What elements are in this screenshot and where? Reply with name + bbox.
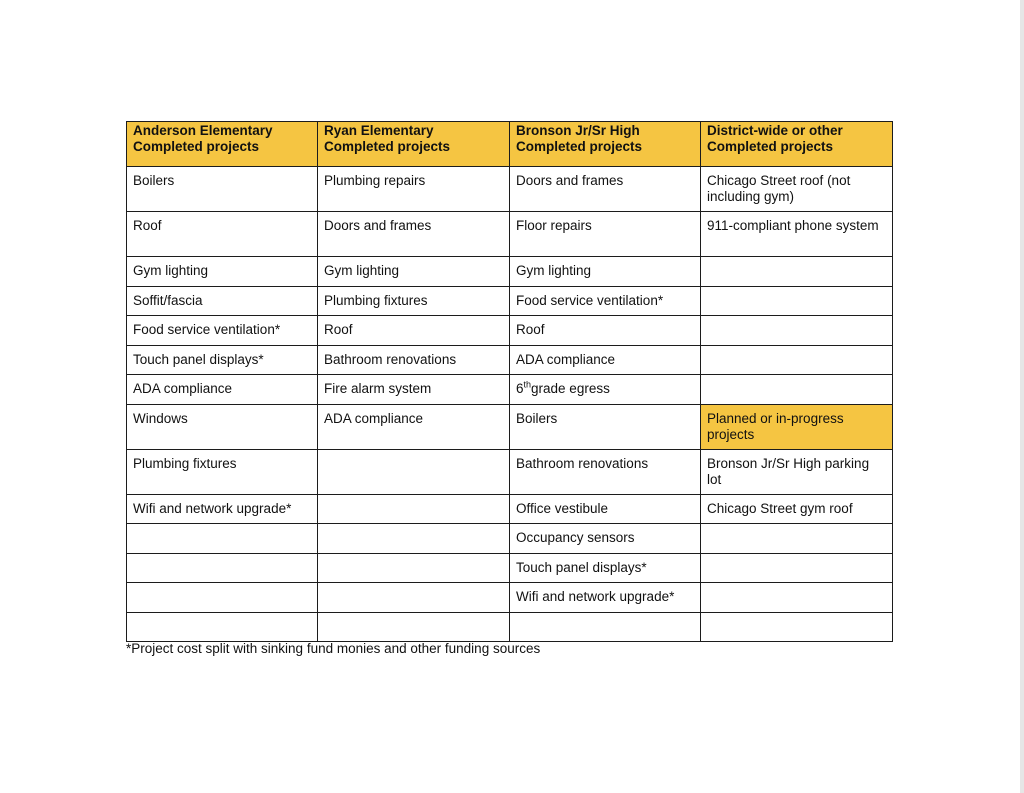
table-cell: Soffit/fascia (127, 286, 318, 316)
table-cell: Bronson Jr/Sr High parking lot (701, 449, 893, 494)
table-cell (701, 612, 893, 642)
table-cell: Wifi and network upgrade* (510, 583, 701, 613)
table-row (127, 583, 893, 613)
table-cell: Windows (127, 404, 318, 449)
table-cell: Gym lighting (510, 257, 701, 287)
header-anderson: Anderson Elementary Completed projects (127, 122, 318, 167)
table-cell (127, 524, 318, 554)
table-cell: Office vestibule (510, 494, 701, 524)
table-cell (318, 524, 510, 554)
table-row (127, 494, 893, 524)
table-cell (701, 583, 893, 613)
table-row (127, 167, 893, 212)
table-cell: ADA compliance (510, 345, 701, 375)
table-cell: Gym lighting (127, 257, 318, 287)
table-cell: Chicago Street gym roof (701, 494, 893, 524)
table-cell (701, 286, 893, 316)
table-cell: Roof (510, 316, 701, 346)
table-cell: Floor repairs (510, 212, 701, 257)
table-cell: Bathroom renovations (318, 345, 510, 375)
table-row (127, 375, 893, 405)
table-cell: Gym lighting (318, 257, 510, 287)
table-cell (318, 583, 510, 613)
planned-projects-subheader: Planned or in-progress projects (701, 404, 893, 449)
table-cell (701, 345, 893, 375)
table-cell (127, 612, 318, 642)
table-row (127, 316, 893, 346)
header-district-wide: District-wide or other Completed projects (701, 122, 893, 167)
table-cell: Plumbing repairs (318, 167, 510, 212)
table-cell: Wifi and network upgrade* (127, 494, 318, 524)
table-cell: Touch panel displays* (510, 553, 701, 583)
table-cell (318, 494, 510, 524)
table-cell: Boilers (510, 404, 701, 449)
table-cell: Fire alarm system (318, 375, 510, 405)
table-cell: Touch panel displays* (127, 345, 318, 375)
table-row (127, 612, 893, 642)
table-cell: ADA compliance (318, 404, 510, 449)
table-cell (318, 553, 510, 583)
table-cell: ADA compliance (127, 375, 318, 405)
table-cell: Boilers (127, 167, 318, 212)
table-cell: Roof (127, 212, 318, 257)
table-cell: Food service ventilation* (127, 316, 318, 346)
table-cell-egress: 6thgrade egress (510, 375, 701, 405)
table-cell: Plumbing fixtures (127, 449, 318, 494)
table-cell: Plumbing fixtures (318, 286, 510, 316)
table-row (127, 212, 893, 257)
header-ryan: Ryan Elementary Completed projects (318, 122, 510, 167)
header-bronson: Bronson Jr/Sr High Completed projects (510, 122, 701, 167)
projects-table (126, 121, 893, 642)
table-row (127, 524, 893, 554)
table-cell (701, 257, 893, 287)
table-cell (318, 449, 510, 494)
table-cell: Occupancy sensors (510, 524, 701, 554)
table-cell (510, 612, 701, 642)
table-cell (701, 316, 893, 346)
table-cell (701, 553, 893, 583)
table-row (127, 404, 893, 449)
table-cell (127, 583, 318, 613)
table-cell (127, 553, 318, 583)
table-cell: Doors and frames (510, 167, 701, 212)
table-row (127, 553, 893, 583)
table-cell (701, 375, 893, 405)
page-edge (1020, 0, 1024, 793)
table-cell (701, 524, 893, 554)
table-cell: Bathroom renovations (510, 449, 701, 494)
table-cell: 911-compliant phone system (701, 212, 893, 257)
table-cell: Food service ventilation* (510, 286, 701, 316)
table-row (127, 345, 893, 375)
table-cell: Chicago Street roof (not including gym) (701, 167, 893, 212)
table-header-row (127, 122, 893, 167)
table-row (127, 449, 893, 494)
table-cell (318, 612, 510, 642)
table-row (127, 286, 893, 316)
table-cell: Roof (318, 316, 510, 346)
footnote: *Project cost split with sinking fund monies and other funding sources (126, 641, 541, 656)
table-cell: Doors and frames (318, 212, 510, 257)
table-row (127, 257, 893, 287)
